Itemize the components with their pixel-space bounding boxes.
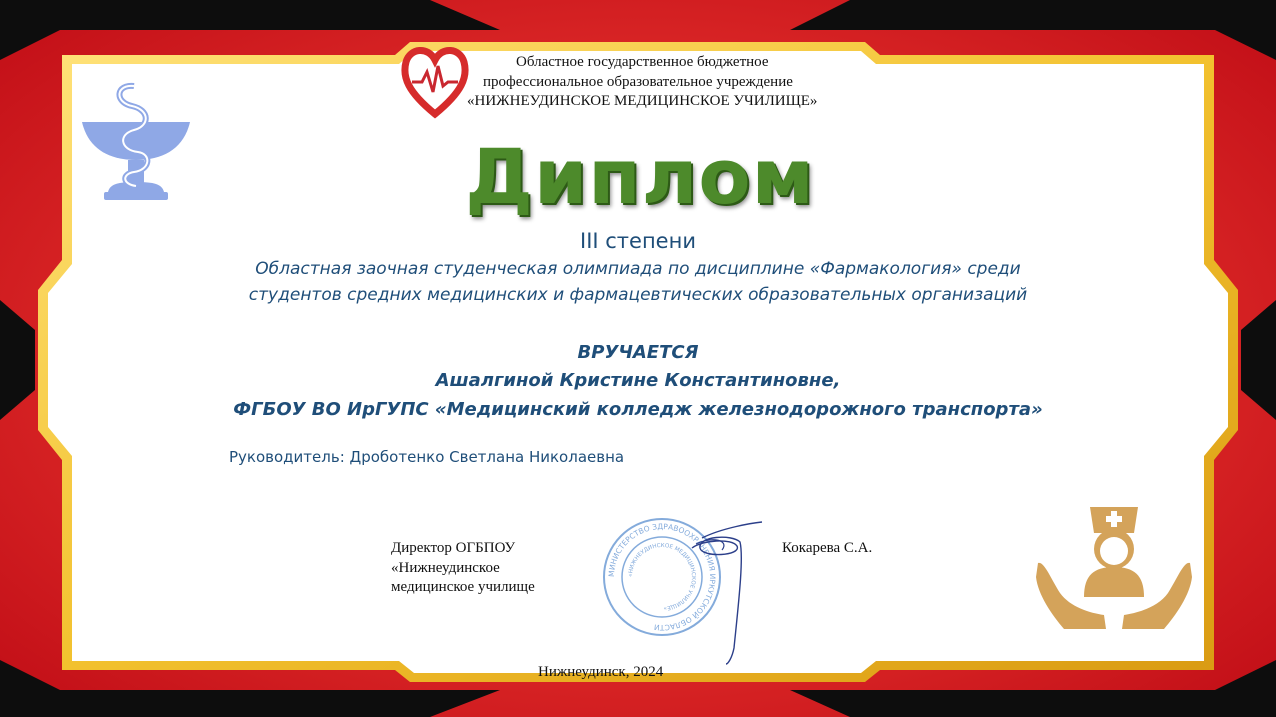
stamp-outer-text: МИНИСТЕРСТВО ЗДРАВООХРАНЕНИЯ ИРКУТСКОЙ ОБЛАСТИ (606, 521, 718, 633)
director-line-2: «Нижнеудинское (391, 560, 500, 576)
footer-place-year: Нижнеудинск, 2024 (538, 664, 664, 680)
recipient-organization: ФГБОУ ВО ИрГУПС «Медицинский колледж железнодорожного транспорта» (233, 399, 1043, 420)
header-line-3: «НИЖНЕУДИНСКОЕ МЕДИЦИНСКОЕ УЧИЛИЩЕ» (467, 93, 818, 109)
director-line-1: Директор ОГБПОУ (391, 540, 516, 556)
director-name: Кокарева С.А. (782, 540, 873, 556)
nurse-hands-icon (1034, 497, 1194, 631)
event-line-2: студентов средних медицинских и фармацевтических образовательных организаций (248, 285, 1028, 305)
award-label: ВРУЧАЕТСЯ (577, 342, 699, 363)
degree-label: III степени (580, 229, 696, 253)
header-line-1: Областное государственное бюджетное (516, 54, 769, 70)
heart-logo-icon (400, 42, 470, 120)
stamp-inner-text: «НИЖНЕУДИНСКОЕ МЕДИЦИНСКОЕ УЧИЛИЩЕ» (627, 542, 697, 611)
signature (682, 518, 772, 668)
header-line-2: профессиональное образовательное учреждение (483, 74, 793, 90)
recipient-name: Ашалгиной Кристине Константиновне, (435, 370, 841, 391)
director-line-3: медицинское училище (391, 579, 535, 595)
event-line-1: Областная заочная студенческая олимпиада по дисциплине «Фармакология» среди (255, 259, 1021, 279)
supervisor-line: Руководитель: Дроботенко Светлана Николаевна (229, 448, 625, 466)
diploma-title: Диплом (465, 132, 815, 221)
